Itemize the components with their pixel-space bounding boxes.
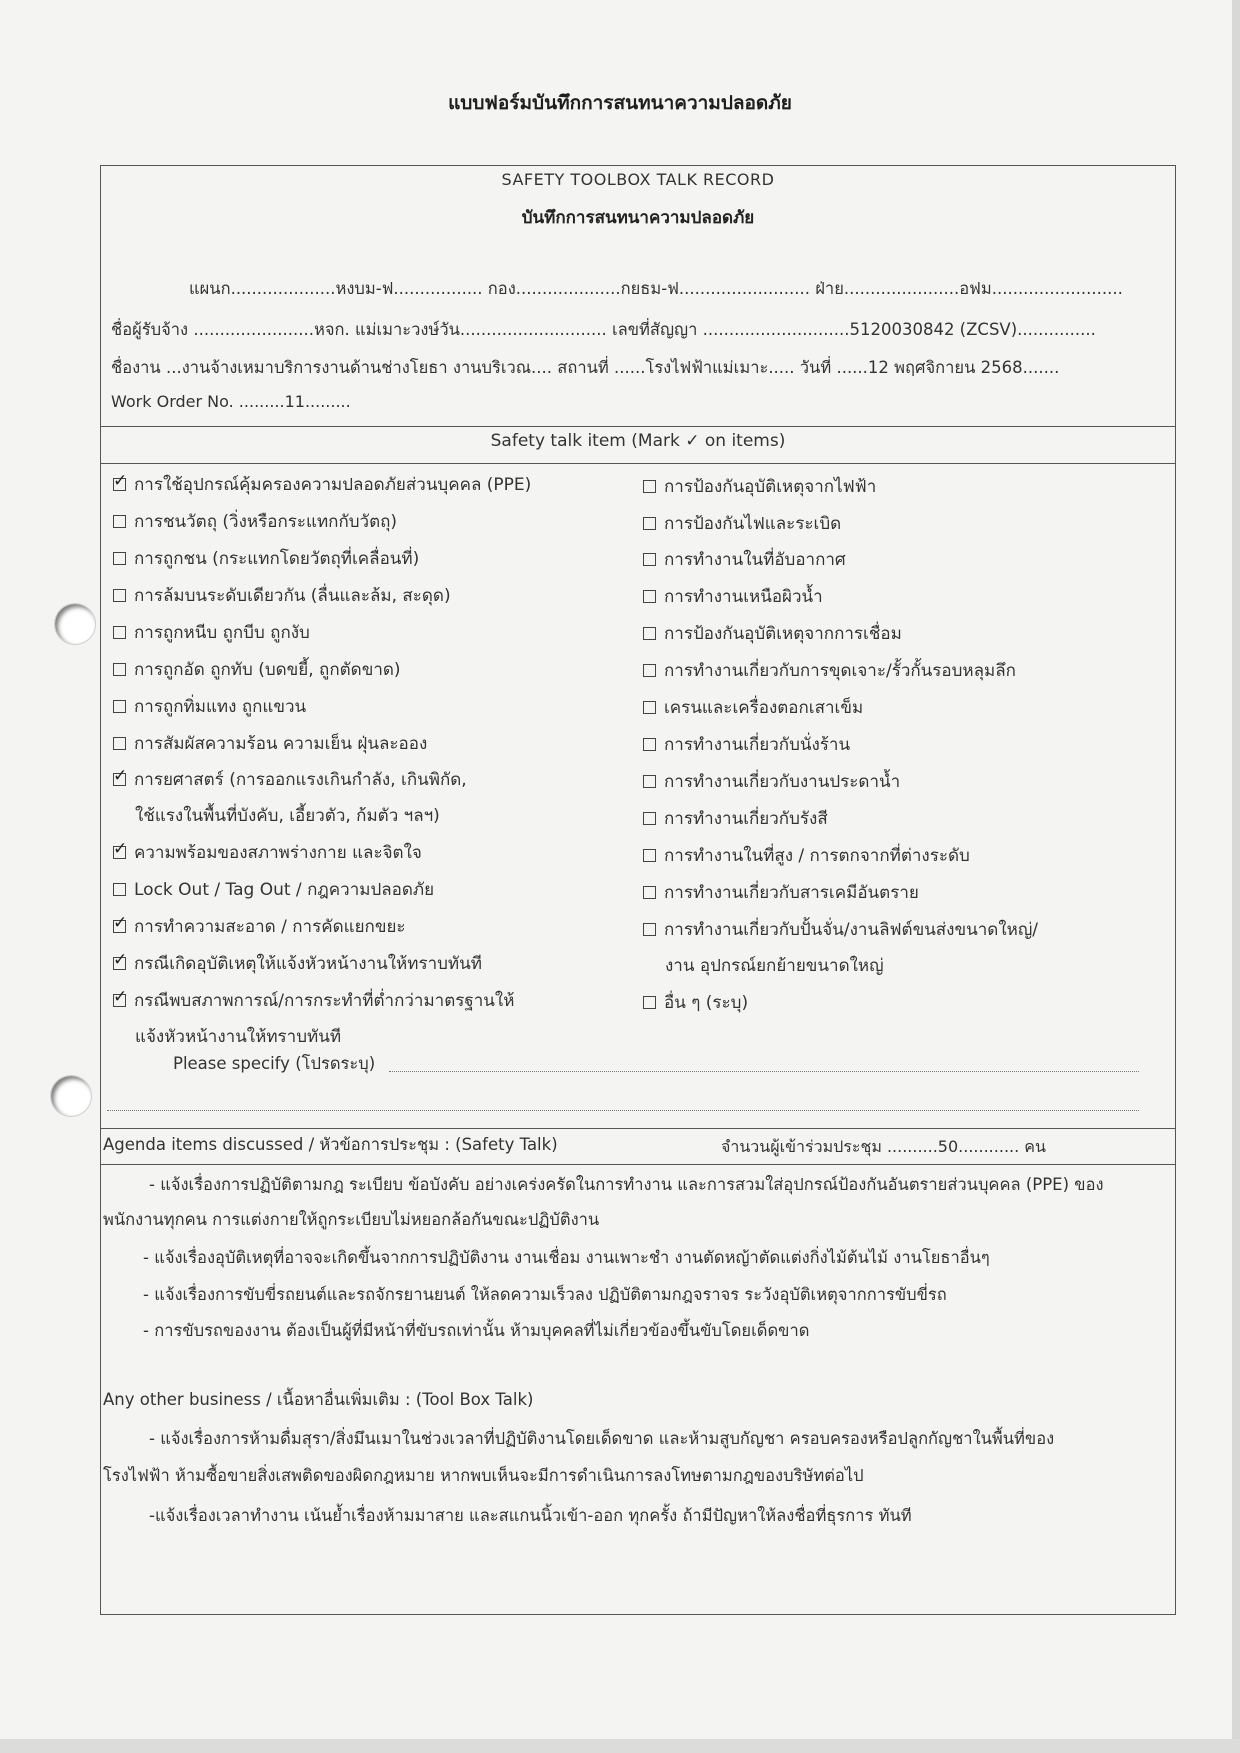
checkbox[interactable] — [113, 883, 126, 896]
checklist-item-right-10 — [643, 805, 828, 832]
checklist-item-continuation: แจ้งหัวหน้างานให้ทราบทันที — [135, 1027, 342, 1047]
checklist-item-label: การป้องกันอุบัติเหตุจากไฟฟ้า — [664, 477, 877, 497]
checkbox[interactable] — [643, 517, 656, 530]
form-top-title: แบบฟอร์มบันทึกการสนทนาความปลอดภัย — [448, 92, 792, 114]
checkbox[interactable] — [643, 553, 656, 566]
checked-checkbox[interactable] — [113, 766, 128, 786]
checklist-item-label: การทำงานเกี่ยวกับการขุดเจาะ/รั้วกั้นรอบหลุมลึก — [664, 661, 1016, 681]
attendee-count: จำนวนผู้เข้าร่วมประชุม ..........50............ คน — [721, 1137, 1046, 1156]
checklist-item-label: การทำงานเกี่ยวกับสารเคมีอันตราย — [664, 883, 919, 903]
checklist-item-left-4 — [113, 582, 451, 609]
checkbox[interactable] — [113, 737, 126, 750]
checkmark-icon: ✓ — [113, 766, 128, 786]
divider-agenda-bottom — [101, 1164, 1175, 1165]
checkbox[interactable] — [113, 700, 126, 713]
checklist-item-right-14 — [643, 989, 748, 1016]
punch-hole-lower — [50, 1075, 92, 1117]
checkbox[interactable] — [113, 663, 126, 676]
checked-checkbox[interactable] — [113, 987, 128, 1007]
divider-agenda-top — [101, 1128, 1175, 1129]
checklist-item-right-2 — [643, 510, 841, 537]
checklist-item-label: กรณีพบสภาพการณ์/การกระทำที่ต่ำกว่ามาตรฐานให้ — [134, 991, 515, 1011]
agenda-line-4: - แจ้งเรื่องการขับขี่รถยนต์และรถจักรยานยนต์ ให้ลดความเร็วลง ปฏิบัติตามกฎจราจร ระวังอุบัติเหตุจากการขับขี่รถ — [143, 1285, 947, 1304]
checklist-item-right-13 — [643, 916, 1038, 943]
other-business-line-3: -แจ้งเรื่องเวลาทำงาน เน้นย้ำเรื่องห้ามมาสาย และสแกนนิ้วเข้า-ออก ทุกครั้ง ถ้ามีปัญหาให้ลงชื่อที่ธุรการ ทันที — [149, 1506, 912, 1525]
field-department-row: แผนก....................หงบม-ฟ................. กอง....................กยธม-ฟ......................... ฝ่าย......................อฟม......................... — [189, 279, 1123, 298]
checklist-item-label: การถูกหนีบ ถูกบีบ ถูกงับ — [134, 623, 310, 643]
checkbox[interactable] — [643, 480, 656, 493]
checklist-item-left-10 — [113, 839, 422, 866]
checklist-item-label: อื่น ๆ (ระบุ) — [664, 993, 749, 1013]
checked-checkbox[interactable] — [113, 839, 128, 859]
divider-section-top — [101, 426, 1175, 427]
form-title-th: บันทึกการสนทนาความปลอดภัย — [521, 208, 755, 228]
checklist-item-left-11 — [113, 876, 434, 903]
checklist-item-right-3 — [643, 546, 846, 573]
checked-checkbox[interactable] — [113, 950, 128, 970]
agenda-line-2: พนักงานทุกคน การแต่งกายให้ถูกระเบียบไม่หยอกล้อกันขณะปฏิบัติงาน — [103, 1210, 600, 1229]
checklist-item-left-8 — [113, 730, 427, 757]
checklist-item-right-8 — [643, 731, 850, 758]
scan-edge-right — [1232, 0, 1240, 1753]
checkbox[interactable] — [643, 996, 656, 1009]
checklist-item-left-14 — [113, 987, 514, 1014]
scan-edge-bottom — [0, 1739, 1240, 1753]
checklist-item-left-7 — [113, 693, 306, 720]
checkbox[interactable] — [113, 589, 126, 602]
checklist-item-label: การชนวัตถุ (วิ่งหรือกระแทกกับวัตถุ) — [134, 512, 398, 532]
checklist-item-label: การทำงานเกี่ยวกับรังสี — [664, 809, 828, 829]
field-job-row: ชื่องาน ...งานจ้างเหมาบริการงานด้านช่างโยธา งานบริเวณ.... สถานที่ ......โรงไฟฟ้าแม่เมาะ..... วันที่ ......12 พฤศจิกายน 2568....... — [111, 358, 1060, 377]
checkbox[interactable] — [643, 775, 656, 788]
checklist-item-label: การทำงานในที่สูง / การตกจากที่ต่างระดับ — [664, 846, 970, 866]
form-title-en: SAFETY TOOLBOX TALK RECORD — [501, 170, 775, 189]
other-business-line-1: - แจ้งเรื่องการห้ามดื่มสุรา/สิ่งมึนเมาในช่วงเวลาที่ปฏิบัติงานโดยเด็ดขาด และห้ามสูบกัญชา ครอบครองหรือปลูกกัญชาในพื้นที่ของ — [149, 1429, 1055, 1448]
checkmark-icon: ✓ — [113, 950, 128, 970]
checklist-item-right-4 — [643, 583, 823, 610]
checklist-item-left-5 — [113, 619, 310, 646]
other-business-label: Any other business / เนื้อหาอื่นเพิ่มเติม : (Tool Box Talk) — [103, 1390, 534, 1409]
checklist-item-left-9 — [113, 766, 467, 793]
checklist-item-label: การทำงานเหนือผิวน้ำ — [664, 587, 823, 607]
checkbox[interactable] — [643, 849, 656, 862]
agenda-line-1: - แจ้งเรื่องการปฏิบัติตามกฎ ระเบียบ ข้อบังคับ อย่างเคร่งครัดในการทำงาน และการสวมใส่อุปกรณ์ป้องกันอันตรายส่วนบุคคล (PPE) ของ — [149, 1175, 1104, 1194]
checkmark-icon: ✓ — [113, 839, 128, 859]
checkbox[interactable] — [643, 738, 656, 751]
checkbox[interactable] — [643, 886, 656, 899]
checklist-item-left-13 — [113, 950, 482, 977]
checked-checkbox[interactable] — [113, 913, 128, 933]
checkmark-icon: ✓ — [113, 913, 128, 933]
checklist-item-left-3 — [113, 545, 419, 572]
checklist-item-right-9 — [643, 768, 900, 795]
field-contractor-row: ชื่อผู้รับจ้าง .......................หจก. แม่เมาะวงษ์วัน............................ เลขที่สัญญา ............................5120030842 (ZCSV)............... — [111, 320, 1096, 339]
checkbox[interactable] — [643, 812, 656, 825]
checklist-item-left-1 — [113, 471, 531, 498]
checklist-item-label: การทำงานเกี่ยวกับนั่งร้าน — [664, 735, 851, 755]
please-specify-label: Please specify (โปรดระบุ) — [173, 1054, 376, 1073]
checklist-item-label: การถูกทิ่มแทง ถูกแขวน — [134, 697, 307, 717]
checkbox[interactable] — [643, 923, 656, 936]
checklist-item-label: การยศาสตร์ (การออกแรงเกินกำลัง, เกินพิกัด, — [134, 770, 467, 790]
checklist-item-label: การทำงานในที่อับอากาศ — [664, 550, 846, 570]
checklist-item-label: การถูกชน (กระแทกโดยวัตถุที่เคลื่อนที่) — [134, 549, 420, 569]
checklist-item-left-6 — [113, 656, 401, 683]
checklist-item-label: ความพร้อมของสภาพร่างกาย และจิตใจ — [134, 843, 422, 863]
checklist-item-continuation: ใช้แรงในพื้นที่บังคับ, เอี้ยวตัว, ก้มตัว ฯลฯ) — [135, 806, 440, 826]
punch-hole-upper — [54, 603, 96, 645]
checklist-item-label: การสัมผัสความร้อน ความเย็น ฝุ่นละออง — [134, 734, 428, 754]
agenda-label: Agenda items discussed / หัวข้อการประชุม : (Safety Talk) — [103, 1135, 558, 1154]
checkbox[interactable] — [643, 664, 656, 677]
checklist-item-right-1 — [643, 473, 876, 500]
checklist-item-label: การป้องกันอุบัติเหตุจากการเชื่อม — [664, 624, 902, 644]
checklist-item-label: กรณีเกิดอุบัติเหตุให้แจ้งหัวหน้างานให้ทราบทันที — [134, 954, 482, 974]
checklist-item-label: การป้องกันไฟและระเบิด — [664, 514, 842, 534]
field-work-order: Work Order No. .........11......... — [111, 392, 351, 411]
form-frame — [100, 165, 1176, 1615]
checklist-item-right-7 — [643, 694, 863, 721]
checklist-item-continuation: งาน อุปกรณ์ยกย้ายขนาดใหญ่ — [665, 956, 884, 976]
checklist-item-label: การทำงานเกี่ยวกับงานประดาน้ำ — [664, 772, 901, 792]
checkbox[interactable] — [643, 590, 656, 603]
checklist-item-right-12 — [643, 879, 919, 906]
checkbox[interactable] — [643, 701, 656, 714]
checkmark-icon: ✓ — [113, 987, 128, 1007]
checklist-item-label: การทำความสะอาด / การคัดแยกขยะ — [134, 917, 406, 937]
checklist-item-label: การทำงานเกี่ยวกับปั้นจั่น/งานลิฟต์ขนส่งขนาดใหญ่/ — [664, 920, 1039, 940]
checkbox[interactable] — [113, 626, 126, 639]
checklist-item-label: การใช้อุปกรณ์คุ้มครองความปลอดภัยส่วนบุคคล (PPE) — [134, 475, 532, 495]
checkbox[interactable] — [643, 627, 656, 640]
checkbox[interactable] — [113, 515, 126, 528]
agenda-line-5: - การขับรถของงาน ต้องเป็นผู้ที่มีหน้าที่ขับรถเท่านั้น ห้ามบุคคลที่ไม่เกี่ยวข้องขึ้นขับโดยเด็ดขาด — [143, 1321, 810, 1340]
checklist-item-left-2 — [113, 508, 397, 535]
checklist-item-label: Lock Out / Tag Out / กฎความปลอดภัย — [134, 880, 435, 900]
checkbox[interactable] — [113, 552, 126, 565]
agenda-line-3: - แจ้งเรื่องอุบัติเหตุที่อาจจะเกิดขึ้นจากการปฏิบัติงาน งานเชื่อม งานเพาะชำ งานตัดหญ้าตัดแต่งกิ่งไม้ต้นไม้ งานโยธาอื่นๆ — [143, 1248, 990, 1267]
checklist-item-right-5 — [643, 620, 902, 647]
checklist-item-label: เครนและเครื่องตอกเสาเข็ม — [664, 698, 864, 718]
checked-checkbox[interactable] — [113, 471, 128, 491]
please-specify-line-2 — [107, 1110, 1139, 1111]
checklist-item-left-12 — [113, 913, 406, 940]
checkmark-icon: ✓ — [113, 471, 128, 491]
checklist-item-right-6 — [643, 657, 1016, 684]
please-specify-line — [389, 1071, 1139, 1072]
other-business-line-2: โรงไฟฟ้า ห้ามซื้อขายสิ่งเสพติดของผิดกฎหมาย หากพบเห็นจะมีการดำเนินการลงโทษตามกฎของบริษัทต่อไป — [103, 1466, 864, 1485]
section-label-safety-talk: Safety talk item (Mark ✓ on items) — [490, 431, 786, 451]
divider-section-bottom — [101, 463, 1175, 464]
checklist-item-right-11 — [643, 842, 970, 869]
checklist-item-label: การถูกอัด ถูกทับ (บดขยี้, ถูกตัดขาด) — [134, 660, 401, 680]
checklist-item-label: การล้มบนระดับเดียวกัน (ลื่นและล้ม, สะดุด) — [134, 586, 451, 606]
